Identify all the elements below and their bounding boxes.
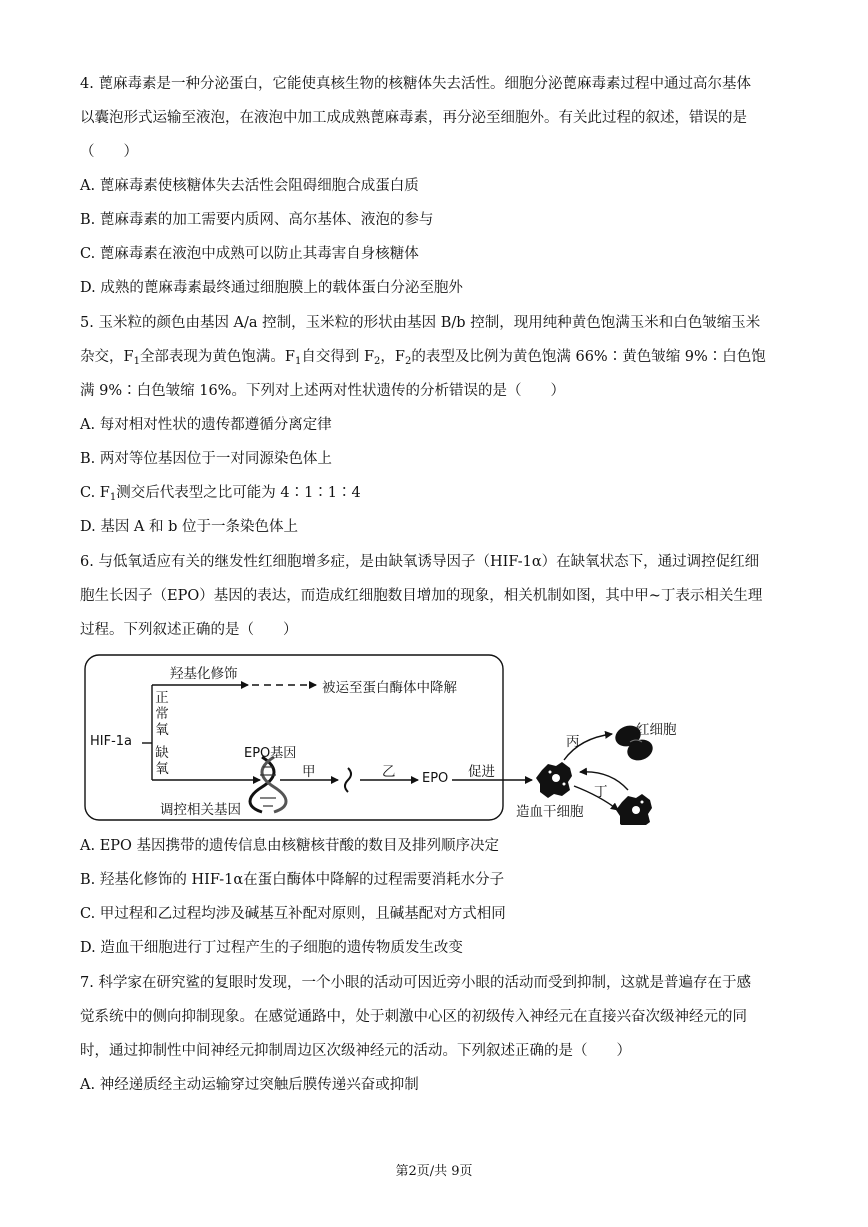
label-regulate: 调控相关基因: [160, 802, 241, 818]
q4-option-b: B. 蓖麻毒素的加工需要内质网、高尔基体、液泡的参与: [80, 212, 434, 228]
q5-stem-line3: 满 9%∶白色皱缩 16%。下列对上述两对性状遗传的分析错误的是（ ）: [80, 383, 565, 399]
q5-option-a: A. 每对相对性状的遗传都遵循分离定律: [80, 417, 332, 433]
subscript: 1: [109, 492, 117, 503]
label-normal-oxygen: 正常氧: [155, 690, 169, 738]
subscript: 2: [404, 356, 412, 367]
q6-stem-line3: 过程。下列叙述正确的是（ ）: [80, 622, 298, 638]
label-stem-cell: 造血干细胞: [516, 804, 584, 820]
q7-option-a: A. 神经递质经主动运输穿过突触后膜传递兴奋或抑制: [80, 1077, 419, 1093]
label-epo-gene: EPO基因: [244, 746, 297, 761]
q5-option-b: B. 两对等位基因位于一对同源染色体上: [80, 451, 332, 467]
label-process-bing: 丙: [566, 734, 580, 750]
label-hypoxia: 缺氧: [155, 745, 169, 777]
q5-text: 的表型及比例为黄色饱满 66%∶黄色皱缩 9%∶白色饱: [411, 349, 766, 365]
q5-option-c: [80, 483, 796, 503]
label-hif: HIF-1a: [90, 734, 133, 749]
q5-stem-line1: 5. 玉米粒的颜色由基因 A/a 控制，玉米粒的形状由基因 B/b 控制，现用纯种黄色饱满玉米和白色皱缩玉米: [80, 315, 761, 331]
q5-text: ，F: [380, 349, 405, 365]
q6-option-c: C. 甲过程和乙过程均涉及碱基互补配对原则，且碱基配对方式相同: [80, 906, 506, 922]
hif-mechanism-diagram: [80, 650, 800, 825]
q4-option-c: C. 蓖麻毒素在液泡中成熟可以防止其毒害自身核糖体: [80, 246, 419, 262]
subscript: 1: [295, 356, 302, 367]
dna-icon: [250, 757, 286, 812]
q5-stem-line2: [80, 347, 796, 367]
daughter-cell-icon: [616, 794, 652, 825]
q4-stem-line2: 以囊泡形式运输至液泡，在液泡中加工成成熟蓖麻毒素，再分泌至细胞外。有关此过程的叙述，错误的是: [80, 110, 747, 126]
label-promote: 促进: [468, 764, 495, 780]
q7-stem-line3: 时，通过抑制性中间神经元抑制周边区次级神经元的活动。下列叙述正确的是（ ）: [80, 1043, 631, 1059]
label-hydroxylation: 羟基化修饰: [170, 666, 238, 682]
subscript: 2: [374, 356, 381, 367]
q5-option-d: D. 基因 A 和 b 位于一条染色体上: [80, 519, 299, 535]
label-red-cell: 红细胞: [636, 722, 677, 738]
q5-text: 杂交，F: [80, 349, 134, 365]
q6-stem-line2: 胞生长因子（EPO）基因的表达，而造成红细胞数目增加的现象，相关机制如图，其中甲~丁表示相关生理: [80, 588, 763, 604]
q7-stem-line1: 7. 科学家在研究鲨的复眼时发现，一个小眼的活动可因近旁小眼的活动而受到抑制，这就是普遍存在于感: [80, 975, 751, 991]
mrna-icon: [345, 768, 351, 792]
q5-text: 测交后代表型之比可能为 4∶1∶1∶4: [116, 485, 361, 501]
q6-option-b: B. 羟基化修饰的 HIF-1α在蛋白酶体中降解的过程需要消耗水分子: [80, 872, 505, 888]
q6-option-a: A. EPO 基因携带的遗传信息由核糖核苷酸的数目及排列顺序决定: [80, 838, 500, 854]
label-process-jia: 甲: [302, 764, 316, 780]
page-footer: 第2页/共 9页: [395, 1164, 473, 1179]
q4-stem-line3: （ ）: [80, 144, 138, 160]
q7-stem-line2: 觉系统中的侧向抑制现象。在感觉通路中，处于刺激中心区的初级传入神经元在直接兴奋次级神经元的同: [80, 1009, 747, 1025]
label-process-ding: 丁: [594, 784, 608, 800]
q6-stem-line1: 6. 与低氧适应有关的继发性红细胞增多症，是由缺氧诱导因子（HIF-1α）在缺氧状态下，通过调控促红细: [80, 554, 760, 570]
label-degrade: 被运至蛋白酶体中降解: [322, 680, 457, 696]
subscript: 1: [133, 356, 140, 367]
label-process-yi: 乙: [382, 764, 396, 780]
q4-option-a: A. 蓖麻毒素使核糖体失去活性会阻碍细胞合成蛋白质: [80, 178, 419, 194]
q5-text: 全部表现为黄色饱满。F: [139, 349, 295, 365]
q6-option-d: D. 造血干细胞进行丁过程产生的子细胞的遗传物质发生改变: [80, 940, 463, 956]
label-epo: EPO: [422, 771, 449, 786]
stem-cell-icon: [536, 762, 572, 798]
q4-stem-line1: 4. 蓖麻毒素是一种分泌蛋白，它能使真核生物的核糖体失去活性。细胞分泌蓖麻毒素过程中通过高尔基体: [80, 76, 751, 92]
q4-option-d: D. 成熟的蓖麻毒素最终通过细胞膜上的载体蛋白分泌至胞外: [80, 280, 463, 296]
q5-text: 自交得到 F: [301, 349, 375, 365]
q5-text: C. F: [80, 485, 110, 501]
